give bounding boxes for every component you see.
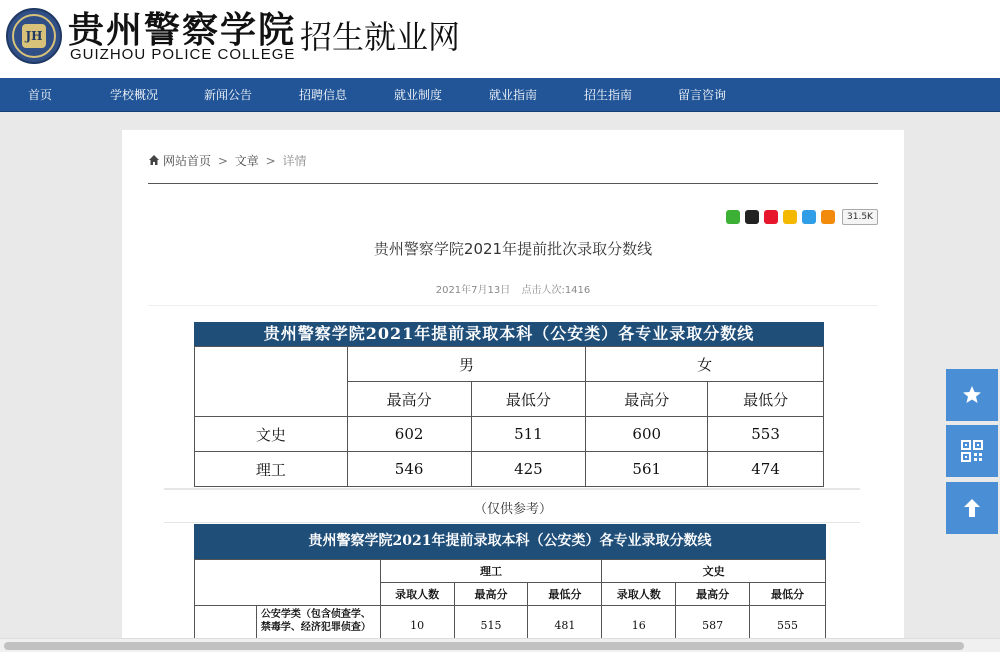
- weibo-icon[interactable]: [764, 210, 778, 224]
- article-views: 点击人次:1416: [521, 285, 591, 296]
- table1-cell: 425: [471, 452, 586, 487]
- back-to-top-button[interactable]: [946, 482, 998, 534]
- college-seal-logo[interactable]: [6, 8, 62, 64]
- main-nav: [0, 78, 1000, 112]
- home-icon: [148, 154, 160, 166]
- table1-cell: 600: [586, 417, 708, 452]
- table1-cutoff: [164, 488, 860, 490]
- nav-news[interactable]: 新闻公告: [203, 88, 252, 102]
- table1-head-min: 最低分: [708, 382, 824, 417]
- table1-cell: 553: [708, 417, 824, 452]
- table2-head-count: 录取人数: [602, 583, 676, 606]
- arrow-up-icon: [960, 496, 984, 520]
- table-row: [195, 417, 824, 452]
- table1-grid: [194, 346, 824, 487]
- table2-head-max: 最高分: [454, 583, 528, 606]
- qrcode-button[interactable]: [946, 425, 998, 477]
- nav-admission-guide[interactable]: 招生指南: [583, 88, 632, 102]
- table2-head-min: 最低分: [750, 583, 826, 606]
- reference-note: （仅供参考）: [473, 502, 552, 517]
- table1-head-female: 女: [586, 347, 824, 382]
- tencent-weibo-icon[interactable]: [802, 210, 816, 224]
- article-date: 2021年7月13日: [435, 285, 511, 296]
- table1-cell: 561: [586, 452, 708, 487]
- table1-category: 理工: [195, 452, 348, 487]
- breadcrumb-sep: >: [217, 154, 228, 168]
- site-header: [0, 0, 1000, 78]
- table2-cell: 481: [528, 606, 602, 646]
- table1-head-min: 最低分: [471, 382, 586, 417]
- college-name-en: GUIZHOU POLICE COLLEGE: [70, 46, 296, 63]
- breadcrumb: [148, 152, 306, 169]
- score-table-1: [194, 322, 824, 487]
- wechat-icon[interactable]: [726, 210, 740, 224]
- breadcrumb-sep: >: [265, 154, 276, 168]
- nav-home[interactable]: 首页: [27, 88, 52, 102]
- table2-cell: 16: [602, 606, 676, 646]
- table2-title: 贵州警察学院2021年提前录取本科（公安类）各专业录取分数线: [194, 524, 826, 559]
- table2-grid: [194, 559, 826, 646]
- nav-message[interactable]: 留言咨询: [677, 88, 726, 102]
- table2-corner-cell: [195, 560, 381, 606]
- table2-cell: 587: [676, 606, 750, 646]
- share-count[interactable]: 31.5K: [842, 209, 878, 225]
- table1-cell: 511: [471, 417, 586, 452]
- breadcrumb-home[interactable]: 网站首页: [163, 154, 212, 168]
- star-icon: [960, 383, 984, 407]
- table1-cell: 474: [708, 452, 824, 487]
- table2-cell: 555: [750, 606, 826, 646]
- breadcrumb-section[interactable]: 文章: [234, 154, 259, 168]
- nav-employ-guide[interactable]: 就业指南: [488, 88, 537, 102]
- table2-head-count: 录取人数: [380, 583, 454, 606]
- article-meta: [122, 281, 904, 296]
- site-title: 招生就业网: [300, 18, 461, 56]
- meta-divider: [148, 305, 878, 306]
- horizontal-scrollbar[interactable]: [0, 638, 1000, 652]
- seal-emblem: JH: [22, 24, 46, 48]
- nav-school[interactable]: 学校概况: [109, 88, 158, 102]
- scrollbar-thumb[interactable]: [4, 642, 964, 650]
- table2-head-science: 理工: [380, 560, 602, 583]
- table1-cell: 546: [347, 452, 471, 487]
- table-row: [195, 452, 824, 487]
- table2-head-liberal: 文史: [602, 560, 826, 583]
- nav-recruit[interactable]: 招聘信息: [298, 88, 347, 102]
- table1-title: 贵州警察学院2021年提前录取本科（公安类）各专业录取分数线: [194, 322, 824, 346]
- table1-head-max: 最高分: [586, 382, 708, 417]
- table2-major: 公安学类（包含侦查学、禁毒学、经济犯罪侦查）: [256, 606, 380, 646]
- qzone-icon[interactable]: [783, 210, 797, 224]
- qrcode-icon: [960, 439, 984, 463]
- college-name-cn: 贵州警察学院: [68, 9, 297, 51]
- table1-cell: 602: [347, 417, 471, 452]
- table2-cell: 10: [380, 606, 454, 646]
- table2-cell: 515: [454, 606, 528, 646]
- table1-category: 文史: [195, 417, 348, 452]
- more-share-icon[interactable]: [821, 210, 835, 224]
- table1-head-max: 最高分: [347, 382, 471, 417]
- score-table-2: [194, 524, 826, 646]
- qq-icon[interactable]: [745, 210, 759, 224]
- table2-head-min: 最低分: [528, 583, 602, 606]
- article-title: 贵州警察学院2021年提前批次录取分数线: [373, 240, 653, 258]
- note-divider: [164, 522, 860, 523]
- table1-corner-cell: [195, 347, 348, 417]
- breadcrumb-divider: [148, 183, 878, 184]
- breadcrumb-current: 详情: [282, 154, 307, 168]
- favorite-button[interactable]: [946, 369, 998, 421]
- table2-head-max: 最高分: [676, 583, 750, 606]
- table1-head-male: 男: [347, 347, 586, 382]
- article-card: [122, 130, 904, 652]
- nav-employ-rule[interactable]: 就业制度: [393, 88, 442, 102]
